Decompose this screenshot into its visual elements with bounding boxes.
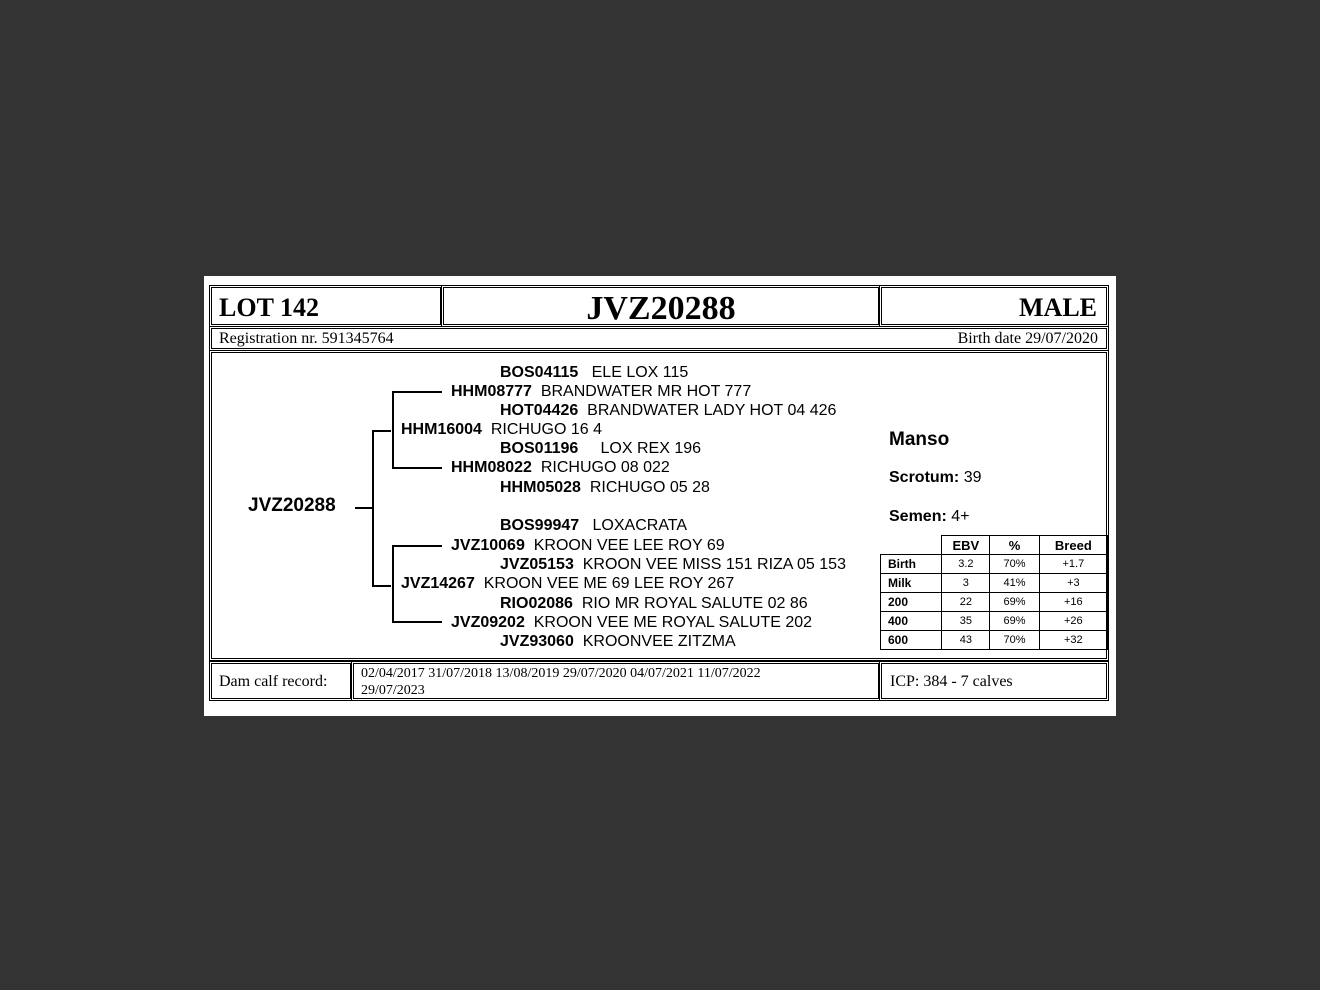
pedigree-code: RIO02086 xyxy=(500,595,573,612)
table-row xyxy=(881,593,1108,612)
pedigree-name: RIO MR ROYAL SALUTE 02 86 xyxy=(581,595,808,612)
pedigree-name: KROON VEE ME ROYAL SALUTE 202 xyxy=(533,614,813,631)
ebv-table xyxy=(880,535,1108,650)
sire-sire-line xyxy=(392,391,442,393)
animal-id-box xyxy=(443,287,879,325)
semen-info xyxy=(889,508,970,526)
breed-name: Manso xyxy=(889,429,950,450)
pct-value: 69% xyxy=(990,593,1039,612)
dam-sire-dam xyxy=(500,555,846,574)
pedigree-code: JVZ05153 xyxy=(500,556,574,573)
pedigree-code: JVZ14267 xyxy=(401,575,475,592)
sex-label: MALE xyxy=(1019,293,1097,322)
ebv-value: 22 xyxy=(942,593,990,612)
pedigree-name: LOXACRATA xyxy=(592,517,688,534)
animal-id-title: JVZ20288 xyxy=(586,290,736,327)
pedigree-code: HHM05028 xyxy=(500,479,581,496)
pedigree-name: RICHUGO 05 28 xyxy=(589,479,710,496)
dam-dam-dam xyxy=(500,632,736,651)
breed-header: Breed xyxy=(1039,536,1107,555)
pedigree-section xyxy=(211,352,1107,659)
pedigree-name: KROONVEE ZITZMA xyxy=(582,633,736,650)
row-label: 600 xyxy=(881,631,942,650)
pedigree-code: JVZ93060 xyxy=(500,633,574,650)
registration-row xyxy=(211,328,1107,349)
pct-value: 70% xyxy=(990,555,1039,574)
lot-box xyxy=(211,287,441,325)
pedigree-code: HHM08022 xyxy=(451,459,532,476)
pedigree-code: BOS04115 xyxy=(500,364,579,381)
pct-value: 69% xyxy=(990,612,1039,631)
sire-sire xyxy=(451,382,751,401)
birth-date: Birth date 29/07/2020 xyxy=(957,330,1098,347)
ebv-value: 43 xyxy=(942,631,990,650)
pct-header: % xyxy=(990,536,1039,555)
row-label: Milk xyxy=(881,574,942,593)
row-label: 200 xyxy=(881,593,942,612)
semen-value: 4+ xyxy=(951,508,970,525)
dam-calf-label-box xyxy=(211,663,351,699)
dam-stub xyxy=(372,585,391,587)
pedigree-name: KROON VEE ME 69 LEE ROY 267 xyxy=(483,575,735,592)
pedigree-name: RICHUGO 16 4 xyxy=(490,421,602,438)
row-label: Birth xyxy=(881,555,942,574)
breed-value: +3 xyxy=(1039,574,1107,593)
dam-dam xyxy=(451,613,812,632)
pedigree-code: BOS99947 xyxy=(500,517,580,534)
table-row xyxy=(881,631,1108,650)
breed-value: +32 xyxy=(1039,631,1107,650)
sire-dam-dam xyxy=(500,478,710,497)
ebv-value: 35 xyxy=(942,612,990,631)
pedigree-name: KROON VEE MISS 151 RIZA 05 153 xyxy=(582,556,846,573)
pedigree-name: BRANDWATER MR HOT 777 xyxy=(540,383,752,400)
pedigree-name: KROON VEE LEE ROY 69 xyxy=(533,537,725,554)
dam-calf-dates-box xyxy=(353,663,879,699)
sire-dam-line xyxy=(392,467,442,469)
sire-dam-sire xyxy=(500,439,701,458)
ebv-value: 3.2 xyxy=(942,555,990,574)
subject-connector xyxy=(355,507,372,509)
sire-dam-vertical xyxy=(372,430,374,587)
pct-value: 41% xyxy=(990,574,1039,593)
dam xyxy=(401,574,734,593)
semen-label: Semen: xyxy=(889,508,947,525)
sire-branch-vertical xyxy=(392,391,394,469)
sire-sire-sire xyxy=(500,363,688,382)
dam-calf-dates-line: 29/07/2023 xyxy=(361,683,425,698)
pedigree-code: JVZ09202 xyxy=(451,614,525,631)
scrotum-label: Scrotum: xyxy=(889,469,960,486)
lot-card xyxy=(204,276,1116,716)
pedigree-name: ELE LOX 115 xyxy=(591,364,689,381)
sire-dam xyxy=(451,458,670,477)
pedigree-code: BOS01196 xyxy=(500,440,579,457)
lot-number: LOT 142 xyxy=(219,293,319,322)
pedigree-name: LOX REX 196 xyxy=(600,440,702,457)
pedigree-name: RICHUGO 08 022 xyxy=(540,459,670,476)
table-row xyxy=(881,612,1108,631)
pedigree-subject: JVZ20288 xyxy=(248,495,336,516)
dam-sire-sire xyxy=(500,516,687,535)
scrotum-info xyxy=(889,469,981,487)
dam-sire-line xyxy=(392,545,442,547)
dam-dam-sire xyxy=(500,594,808,613)
ebv-corner xyxy=(881,536,942,555)
dam-branch-vertical xyxy=(392,545,394,623)
scrotum-value: 39 xyxy=(963,469,982,486)
pct-value: 70% xyxy=(990,631,1039,650)
sire-stub xyxy=(372,430,391,432)
icp-value: ICP: 384 - 7 calves xyxy=(890,673,1013,690)
dam-calf-dates xyxy=(361,665,761,699)
sire-sire-dam xyxy=(500,401,836,420)
row-label: 400 xyxy=(881,612,942,631)
pedigree-code: HOT04426 xyxy=(500,402,579,419)
ebv-header-row xyxy=(881,536,1108,555)
breed-value: +1.7 xyxy=(1039,555,1107,574)
ebv-value: 3 xyxy=(942,574,990,593)
icp-box xyxy=(881,663,1107,699)
dam-dam-line xyxy=(392,621,442,623)
breed-value: +26 xyxy=(1039,612,1107,631)
pedigree-code: JVZ10069 xyxy=(451,537,525,554)
table-row xyxy=(881,574,1108,593)
table-row xyxy=(881,555,1108,574)
dam-calf-dates-line: 02/04/2017 31/07/2018 13/08/2019 29/07/2020 04/07/2021 11/07/2022 xyxy=(361,666,761,681)
sire xyxy=(401,420,602,439)
pedigree-code: HHM08777 xyxy=(451,383,532,400)
pedigree-code: HHM16004 xyxy=(401,421,482,438)
registration-number: Registration nr. 591345764 xyxy=(219,330,394,347)
pedigree-name: BRANDWATER LADY HOT 04 426 xyxy=(587,402,837,419)
dam-calf-label: Dam calf record: xyxy=(219,673,328,690)
breed-value: +16 xyxy=(1039,593,1107,612)
sex-box xyxy=(881,287,1107,325)
dam-sire xyxy=(451,536,725,555)
ebv-header: EBV xyxy=(942,536,990,555)
